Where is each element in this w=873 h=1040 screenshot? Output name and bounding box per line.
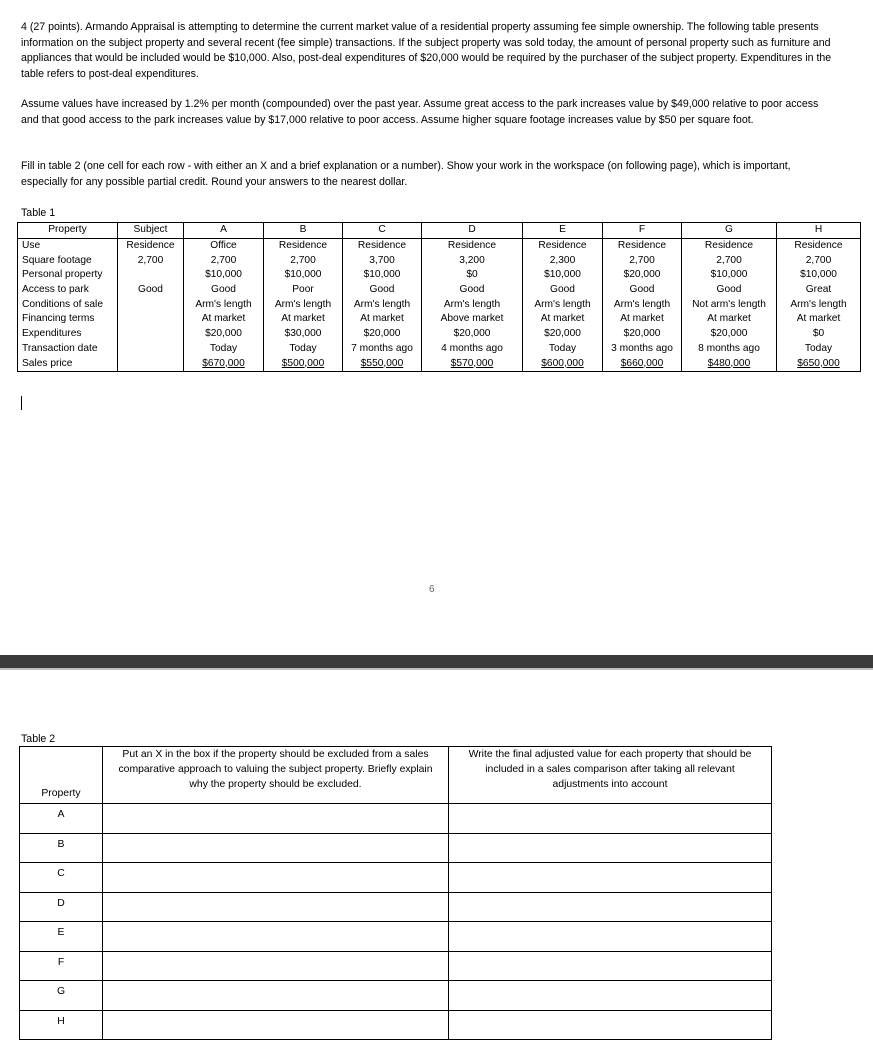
table1-cell: 2,700 xyxy=(682,253,777,268)
table1 xyxy=(17,222,861,372)
table2-property-cell: B xyxy=(20,833,103,863)
table1-cell: At market xyxy=(523,312,603,327)
value-answer-cell[interactable] xyxy=(449,922,772,952)
table1-row-label: Transaction date xyxy=(18,342,118,357)
table1-row-label: Personal property xyxy=(18,268,118,283)
table1-cell: $20,000 xyxy=(184,327,264,342)
table1-row xyxy=(18,238,861,253)
table1-cell: Poor xyxy=(264,283,343,298)
table1-cell: 7 months ago xyxy=(343,342,422,357)
table2-row xyxy=(20,804,772,834)
table1-cell: $20,000 xyxy=(603,268,682,283)
table2-property-cell: C xyxy=(20,863,103,893)
table1-cell xyxy=(118,312,184,327)
table1-header-cell: E xyxy=(523,223,603,239)
table1-header-cell: B xyxy=(264,223,343,239)
table1-cell: At market xyxy=(184,312,264,327)
table1-cell: Good xyxy=(603,283,682,298)
question-assumptions: Assume values have increased by 1.2% per month (compounded) over the past year. Assume great access to the park increases value by $49,000 relative to poor access and that good access to the park increases value by $17,000 relative to poor access. Assume higher square footage increases value by $50 per square foot. xyxy=(21,98,819,126)
table2-header-property: Property xyxy=(20,747,103,804)
table2-row xyxy=(20,833,772,863)
table1-cell: Office xyxy=(184,238,264,253)
table2-row xyxy=(20,863,772,893)
table2-row xyxy=(20,892,772,922)
table2-property-cell: A xyxy=(20,804,103,834)
table1-cell: At market xyxy=(682,312,777,327)
table1-row xyxy=(18,342,861,357)
exclude-answer-cell[interactable] xyxy=(103,892,449,922)
table2-property-cell: H xyxy=(20,1010,103,1040)
table2-row xyxy=(20,951,772,981)
exclude-answer-cell[interactable] xyxy=(103,804,449,834)
table1-cell xyxy=(118,268,184,283)
table1-cell: $650,000 xyxy=(777,356,861,371)
table1-cell xyxy=(118,327,184,342)
table1-row xyxy=(18,356,861,371)
table2-property-cell: E xyxy=(20,922,103,952)
table1-header-cell: C xyxy=(343,223,422,239)
table1-header-cell: G xyxy=(682,223,777,239)
table1-cell: $10,000 xyxy=(264,268,343,283)
table1-cell: Great xyxy=(777,283,861,298)
table1-row-label: Conditions of sale xyxy=(18,297,118,312)
table1-cell: Today xyxy=(264,342,343,357)
table2-caption: Table 2 xyxy=(21,733,56,745)
table1-cell xyxy=(118,297,184,312)
table1-cell: $500,000 xyxy=(264,356,343,371)
table1-header-row xyxy=(18,223,861,239)
table1-cell: At market xyxy=(603,312,682,327)
table2-property-cell: G xyxy=(20,981,103,1011)
table1-cell: $0 xyxy=(422,268,523,283)
table1-cell: Good xyxy=(422,283,523,298)
table1-cell: $570,000 xyxy=(422,356,523,371)
table1-row-label: Expenditures xyxy=(18,327,118,342)
table1-cell: Arm's length xyxy=(603,297,682,312)
table1-row xyxy=(18,327,861,342)
table1-cell: $20,000 xyxy=(523,327,603,342)
table2-header-value xyxy=(449,747,772,804)
table1-cell: Residence xyxy=(264,238,343,253)
exclude-answer-cell[interactable] xyxy=(103,922,449,952)
table1-cell: $20,000 xyxy=(603,327,682,342)
table1-cell: $670,000 xyxy=(184,356,264,371)
table1-cell: Good xyxy=(682,283,777,298)
table1-cell: Arm's length xyxy=(422,297,523,312)
table1-cell: At market xyxy=(264,312,343,327)
table1-header-cell: Property xyxy=(18,223,118,239)
table1-cell: Arm's length xyxy=(777,297,861,312)
table1-cell: Good xyxy=(118,283,184,298)
page-number: 6 xyxy=(429,584,435,595)
table1-cell: 3,700 xyxy=(343,253,422,268)
table1-cell: $10,000 xyxy=(184,268,264,283)
value-answer-cell[interactable] xyxy=(449,833,772,863)
table2-property-cell: D xyxy=(20,892,103,922)
table2-header-row xyxy=(20,747,772,804)
table1-cell: $10,000 xyxy=(523,268,603,283)
table1-caption: Table 1 xyxy=(21,207,56,219)
exclude-answer-cell[interactable] xyxy=(103,833,449,863)
table1-cell: $0 xyxy=(777,327,861,342)
table1-cell: $660,000 xyxy=(603,356,682,371)
question-intro: 4 (27 points). Armando Appraisal is attempting to determine the current market value of a residential property assuming fee simple ownership. The following table presents information on the subject property and several recent (fee simple) transactions. If the subject property was sold today, the amount of personal property such as furniture and appliances that would be included would be $10,000. Also, post-deal expenditures of $20,000 would be required by the purchaser of the subject property. Expenditures in the table refers to post-deal expenditures. xyxy=(21,21,832,80)
exclude-answer-cell[interactable] xyxy=(103,863,449,893)
table1-cell: $10,000 xyxy=(682,268,777,283)
table1-row xyxy=(18,312,861,327)
table2-header-exclude xyxy=(103,747,449,804)
table1-header-cell: Subject xyxy=(118,223,184,239)
table2-row xyxy=(20,1010,772,1040)
page-separator-shadow xyxy=(0,668,873,670)
table1-cell: $30,000 xyxy=(264,327,343,342)
table1-header-cell: A xyxy=(184,223,264,239)
table1-cell: $550,000 xyxy=(343,356,422,371)
table1-cell: Arm's length xyxy=(523,297,603,312)
table1-cell: $480,000 xyxy=(682,356,777,371)
table1-row xyxy=(18,297,861,312)
table1-cell xyxy=(118,342,184,357)
value-answer-cell[interactable] xyxy=(449,981,772,1011)
table1-cell: At market xyxy=(777,312,861,327)
value-answer-cell[interactable] xyxy=(449,951,772,981)
table1-cell: Today xyxy=(523,342,603,357)
table1-row-label: Financing terms xyxy=(18,312,118,327)
table1-cell: Residence xyxy=(523,238,603,253)
table1-cell: Residence xyxy=(118,238,184,253)
table2 xyxy=(19,746,772,1040)
table1-cell: Good xyxy=(184,283,264,298)
table1-cell: Residence xyxy=(343,238,422,253)
table1-row-label: Use xyxy=(18,238,118,253)
value-answer-cell[interactable] xyxy=(449,804,772,834)
exclude-answer-cell[interactable] xyxy=(103,1010,449,1040)
table2-row xyxy=(20,981,772,1011)
table1-row-label: Access to park xyxy=(18,283,118,298)
table1-cell: $20,000 xyxy=(343,327,422,342)
table1-cell: 2,700 xyxy=(264,253,343,268)
table2-header-value-text: Write the final adjusted value for each property that should be included in a sales comparison after taking all relevant adjustments into account xyxy=(468,749,752,790)
table1-header-cell: F xyxy=(603,223,682,239)
table1-cell: Arm's length xyxy=(264,297,343,312)
table1-cell: At market xyxy=(343,312,422,327)
table1-cell: Residence xyxy=(422,238,523,253)
table1-cell: 2,300 xyxy=(523,253,603,268)
table1-cell: Residence xyxy=(777,238,861,253)
table1-cell: Today xyxy=(184,342,264,357)
table1-row xyxy=(18,253,861,268)
table1-cell: $20,000 xyxy=(422,327,523,342)
table1-cell: 2,700 xyxy=(118,253,184,268)
table1-cell: 3 months ago xyxy=(603,342,682,357)
table1-row-label: Sales price xyxy=(18,356,118,371)
table1-cell: $600,000 xyxy=(523,356,603,371)
question-instructions: Fill in table 2 (one cell for each row - with either an X and a brief explanation or a number). Show your work in the workspace (on following page), which is important, especially for any possible partial credit. Round your answers to the nearest dollar. xyxy=(21,160,791,188)
table1-cell: $20,000 xyxy=(682,327,777,342)
value-answer-cell[interactable] xyxy=(449,863,772,893)
table1-cell: 4 months ago xyxy=(422,342,523,357)
value-answer-cell[interactable] xyxy=(449,1010,772,1040)
table1-cell: 2,700 xyxy=(184,253,264,268)
table2-row xyxy=(20,922,772,952)
table1-row xyxy=(18,283,861,298)
table1-cell: Good xyxy=(343,283,422,298)
table1-row-label: Square footage xyxy=(18,253,118,268)
table1-cell: 3,200 xyxy=(422,253,523,268)
table1-cell: $10,000 xyxy=(343,268,422,283)
table2-header-exclude-text: Put an X in the box if the property should be excluded from a sales comparative approach to valuing the subject property. Briefly explain why the property should be excluded. xyxy=(118,749,433,790)
table1-cell: Residence xyxy=(682,238,777,253)
table1-cell: Residence xyxy=(603,238,682,253)
exclude-answer-cell[interactable] xyxy=(103,951,449,981)
table1-row xyxy=(18,268,861,283)
table1-cell: Today xyxy=(777,342,861,357)
table1-header-cell: H xyxy=(777,223,861,239)
table2-property-cell: F xyxy=(20,951,103,981)
table1-cell: $10,000 xyxy=(777,268,861,283)
table1-cell: Above market xyxy=(422,312,523,327)
table1-cell: Arm's length xyxy=(184,297,264,312)
table1-cell: Not arm's length xyxy=(682,297,777,312)
table1-cell: 2,700 xyxy=(603,253,682,268)
table1-cell: 8 months ago xyxy=(682,342,777,357)
exclude-answer-cell[interactable] xyxy=(103,981,449,1011)
table1-cell: Good xyxy=(523,283,603,298)
table1-cell: Arm's length xyxy=(343,297,422,312)
value-answer-cell[interactable] xyxy=(449,892,772,922)
table1-cell: 2,700 xyxy=(777,253,861,268)
text-cursor xyxy=(21,396,22,410)
table1-header-cell: D xyxy=(422,223,523,239)
page-separator xyxy=(0,655,873,668)
table1-cell xyxy=(118,356,184,371)
